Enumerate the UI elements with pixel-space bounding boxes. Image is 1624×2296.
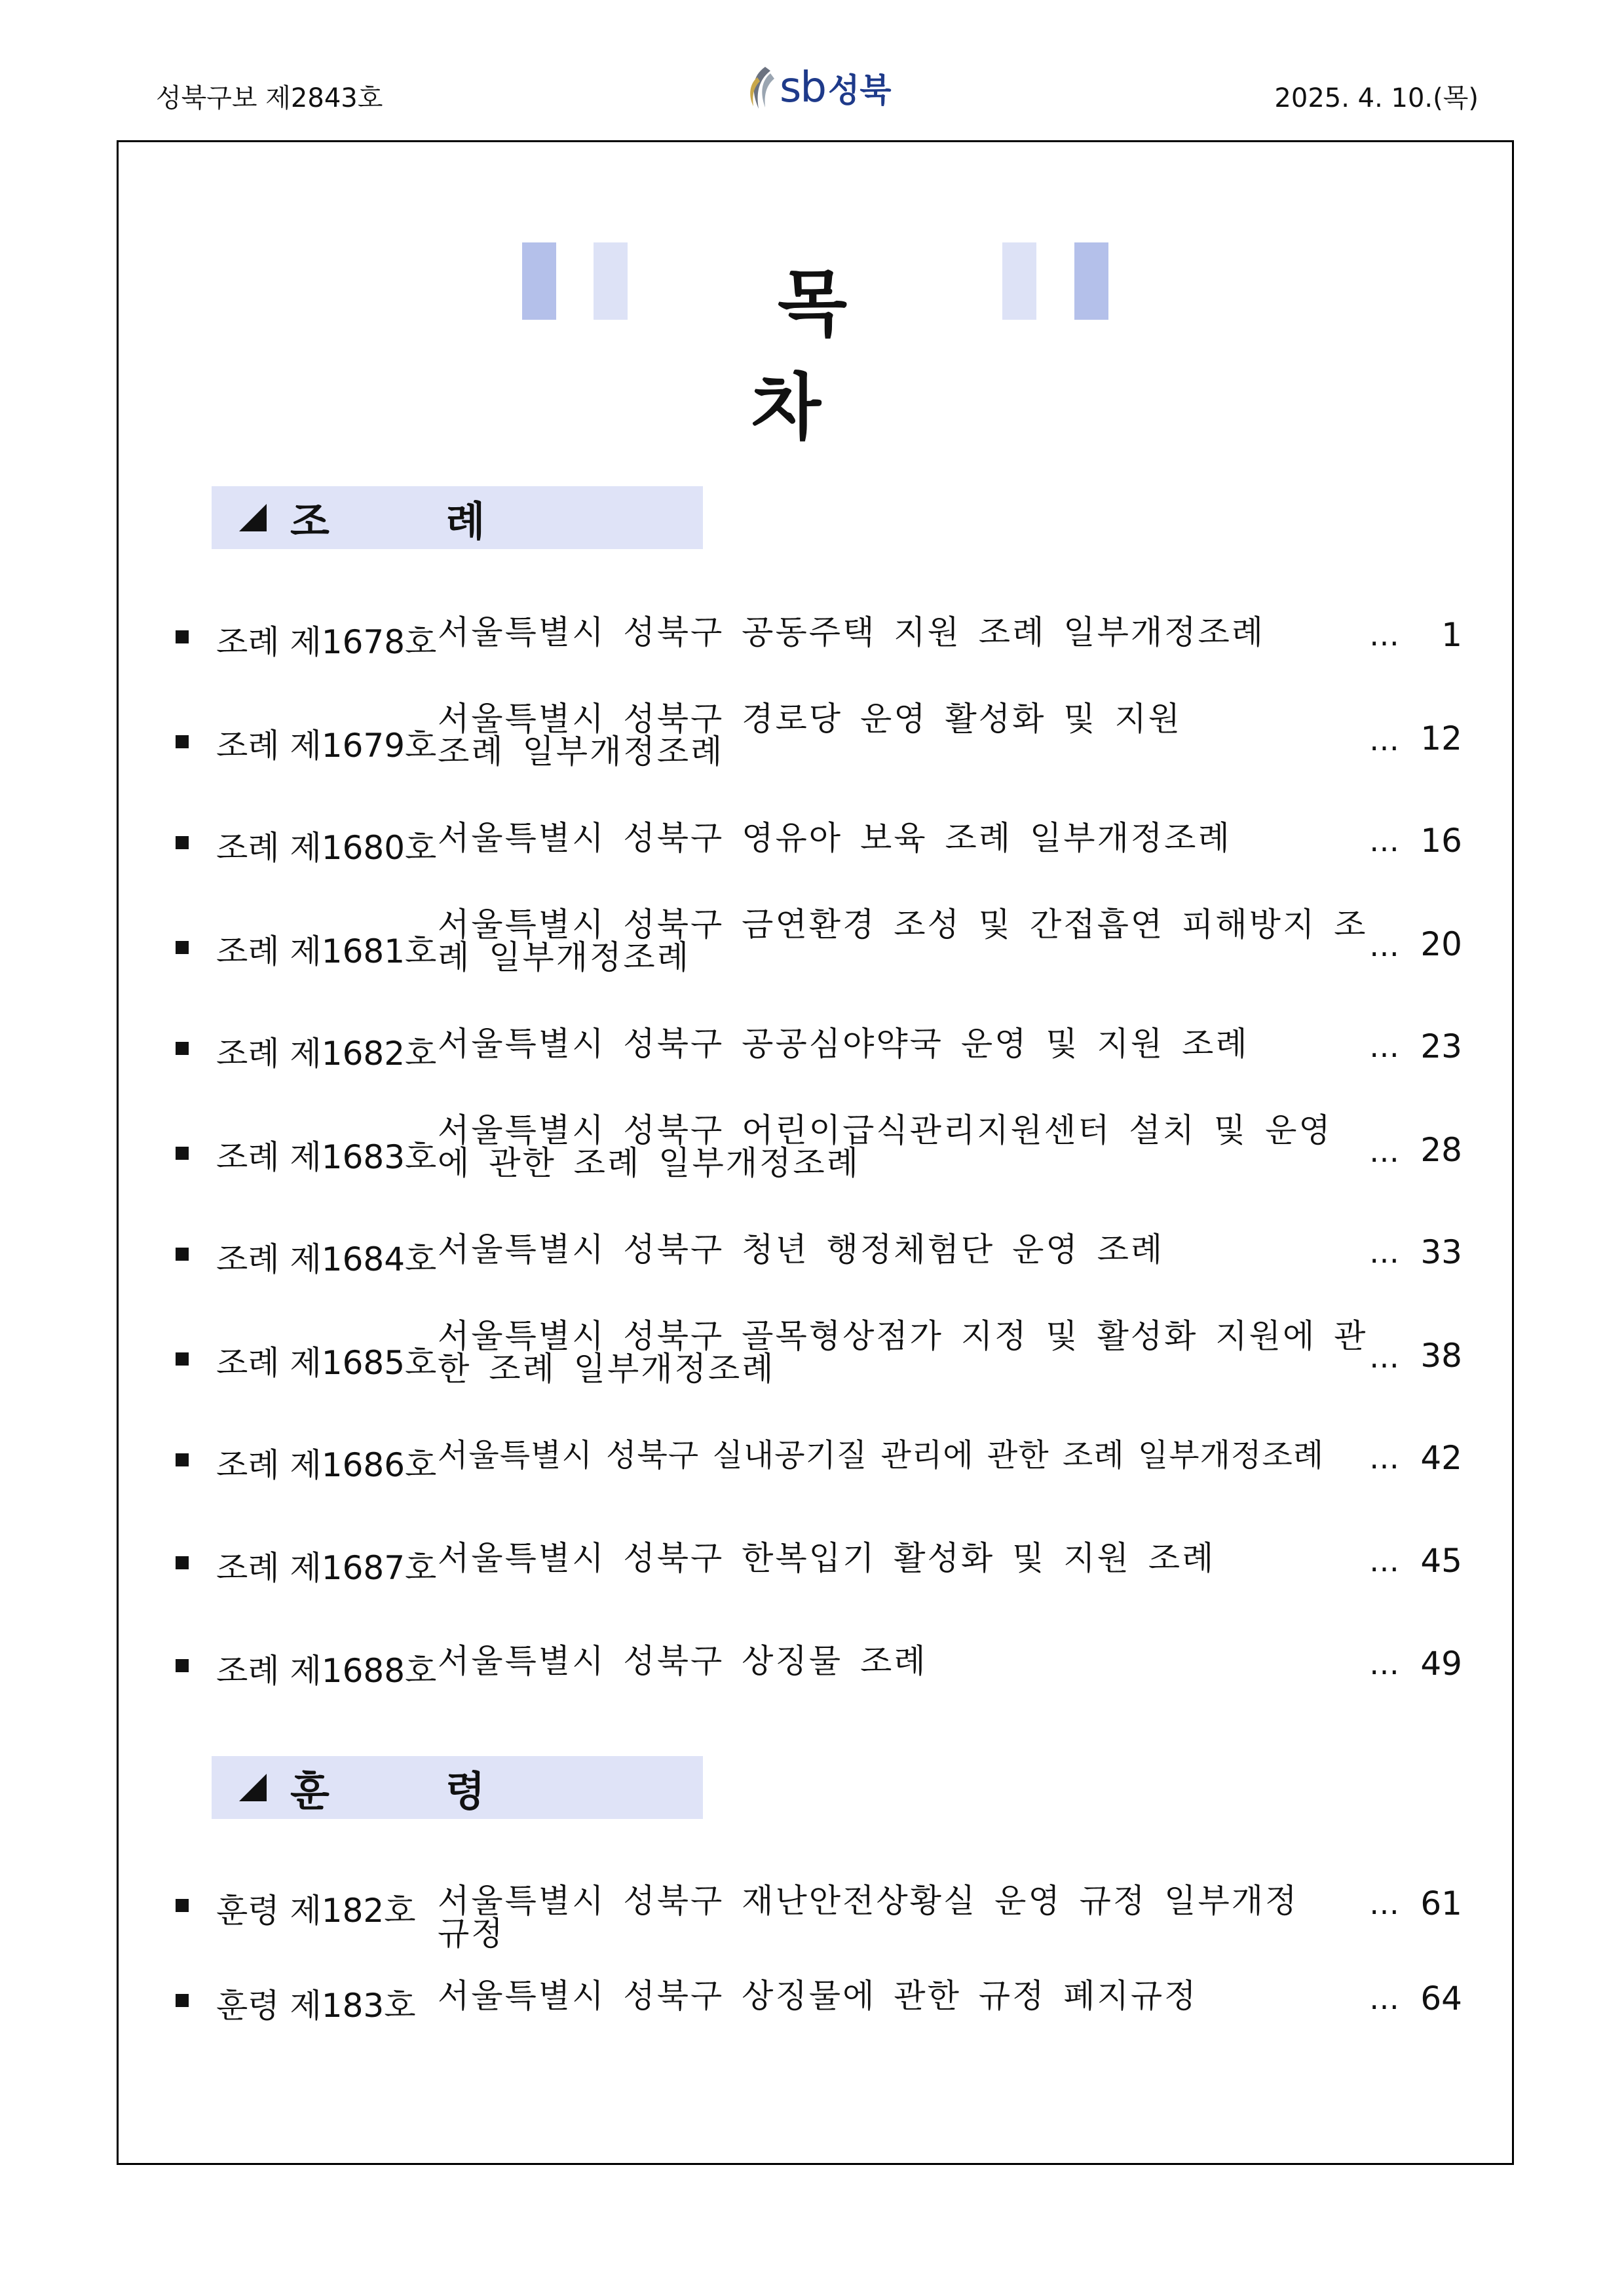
leader-dots: … xyxy=(1369,928,1399,963)
entry-title: 서울특별시 성북구 한복입기 활성화 및 지원 조례 xyxy=(438,1539,1216,1577)
entry-number: 조례 제1679호 xyxy=(216,727,437,765)
entry-title: 서울특별시 성북구 영유아 보육 조례 일부개정조례 xyxy=(438,819,1232,857)
entry-title: 서울특별시 성북구 재난안전상황실 운영 규정 일부개정규정 xyxy=(438,1882,1299,1953)
entry-number: 조례 제1686호 xyxy=(216,1446,437,1484)
logo-text: sb xyxy=(780,64,825,112)
seongbuk-logo xyxy=(746,62,892,114)
leader-dots: … xyxy=(1369,617,1399,653)
title-bar-left-inner xyxy=(594,242,628,320)
square-bullet-icon xyxy=(176,1042,189,1055)
square-bullet-icon xyxy=(176,1248,189,1261)
entry-number: 훈령 제182호 xyxy=(216,1892,416,1930)
leader-dots: … xyxy=(1369,1440,1399,1476)
entry-number: 조례 제1683호 xyxy=(216,1138,437,1176)
entry-title: 서울특별시 성북구 금연환경 조성 및 간접흡연 피해방지 조례 일부개정조례 xyxy=(438,906,1368,976)
leader-dots: … xyxy=(1369,1981,1399,2016)
bulletin-issue: 성북구보 제2843호 xyxy=(156,83,383,113)
entry-page: 61 xyxy=(1420,1885,1462,1923)
square-bullet-icon xyxy=(176,1147,189,1160)
title-bar-right-inner xyxy=(1002,242,1036,320)
square-bullet-icon xyxy=(176,1659,189,1672)
square-bullet-icon xyxy=(176,836,189,849)
page-title: 목 차 xyxy=(751,262,900,450)
entry-page: 45 xyxy=(1420,1542,1462,1580)
square-bullet-icon xyxy=(176,1556,189,1569)
entry-title: 서울특별시 성북구 상징물 조례 xyxy=(438,1642,928,1680)
entry-title: 서울특별시 성북구 경로당 운영 활성화 및 지원 조례 일부개정조례 xyxy=(438,700,1182,771)
title-bar-left-outer xyxy=(522,242,556,320)
entry-number: 조례 제1678호 xyxy=(216,623,437,661)
entry-number: 조례 제1682호 xyxy=(216,1035,437,1073)
square-bullet-icon xyxy=(176,630,189,643)
entry-page: 38 xyxy=(1420,1337,1462,1375)
entry-page: 28 xyxy=(1420,1131,1462,1169)
bulletin-date: 2025. 4. 10.(목) xyxy=(1274,83,1479,113)
square-bullet-icon xyxy=(176,1453,189,1466)
entry-page: 20 xyxy=(1420,925,1462,963)
entry-page: 12 xyxy=(1420,719,1462,757)
entry-number: 조례 제1685호 xyxy=(216,1344,437,1382)
entry-number: 조례 제1684호 xyxy=(216,1240,437,1278)
entry-number: 조례 제1687호 xyxy=(216,1549,437,1587)
leader-dots: … xyxy=(1369,823,1399,858)
leader-dots: … xyxy=(1369,1339,1399,1375)
leader-dots: … xyxy=(1369,1543,1399,1578)
entry-title: 서울특별시 성북구 공동주택 지원 조례 일부개정조례 xyxy=(438,613,1266,651)
entry-title: 서울특별시 성북구 공공심야약국 운영 및 지원 조례 xyxy=(438,1025,1249,1063)
section-title: 조 례 xyxy=(290,497,537,545)
leader-dots: … xyxy=(1369,1646,1399,1681)
triangle-icon xyxy=(239,1774,267,1801)
section-heading-ordinance xyxy=(212,486,703,549)
title-bar-right-outer xyxy=(1074,242,1108,320)
entry-page: 16 xyxy=(1420,822,1462,860)
entry-page: 49 xyxy=(1420,1645,1462,1683)
entry-number: 조례 제1680호 xyxy=(216,829,437,867)
square-bullet-icon xyxy=(176,941,189,954)
square-bullet-icon xyxy=(176,735,189,748)
entry-page: 64 xyxy=(1420,1980,1462,2018)
leader-dots: … xyxy=(1369,1134,1399,1169)
square-bullet-icon xyxy=(176,1352,189,1366)
entry-page: 42 xyxy=(1420,1439,1462,1477)
triangle-icon xyxy=(239,504,267,531)
entry-title: 서울특별시 성북구 골목형상점가 지정 및 활성화 지원에 관한 조례 일부개정조례 xyxy=(438,1317,1368,1388)
square-bullet-icon xyxy=(176,1994,189,2007)
square-bullet-icon xyxy=(176,1899,189,1912)
leader-dots: … xyxy=(1369,1029,1399,1064)
toc-title-block xyxy=(0,242,1624,450)
entry-title: 서울특별시 성북구 어린이급식관리지원센터 설치 및 운영에 관한 조례 일부개정조례 xyxy=(438,1111,1332,1182)
entry-page: 33 xyxy=(1420,1233,1462,1271)
entry-page: 23 xyxy=(1420,1027,1462,1065)
entry-page: 1 xyxy=(1441,616,1462,654)
logo-mark-icon xyxy=(746,64,777,111)
leader-dots: … xyxy=(1369,1886,1399,1921)
logo-korean: 성북 xyxy=(827,71,892,109)
entry-number: 훈령 제183호 xyxy=(216,1987,416,2025)
entry-title: 서울특별시 성북구 청년 행정체험단 운영 조례 xyxy=(438,1231,1165,1269)
entry-title: 서울특별시 성북구 실내공기질 관리에 관한 조례 일부개정조례 xyxy=(438,1437,1325,1474)
entry-number: 조례 제1688호 xyxy=(216,1652,437,1690)
entry-title: 서울특별시 성북구 상징물에 관한 규정 폐지규정 xyxy=(438,1977,1198,2015)
section-heading-directive xyxy=(212,1756,703,1819)
leader-dots: … xyxy=(1369,1234,1399,1270)
entry-number: 조례 제1681호 xyxy=(216,932,437,970)
leader-dots: … xyxy=(1369,722,1399,757)
section-title: 훈 령 xyxy=(290,1767,537,1815)
